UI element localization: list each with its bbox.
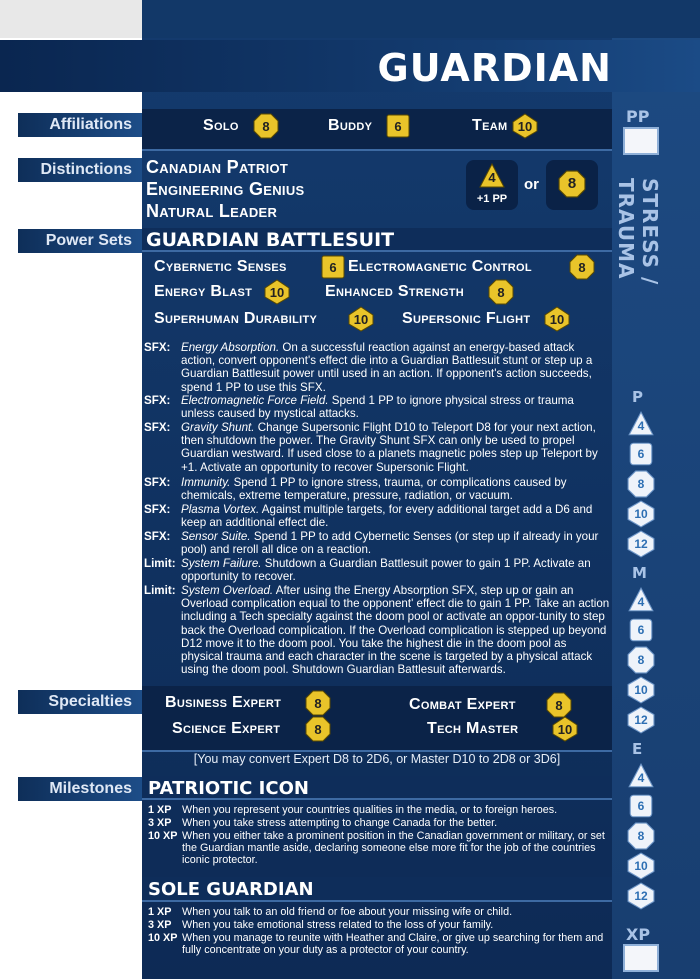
stress-d10-box[interactable]: 10 [627, 676, 655, 704]
specialty-combat-expert: Combat Expert [409, 696, 516, 713]
specialty-tech-master-die: 10 [552, 716, 578, 742]
milestone-line: 10 XP When you manage to reunite with Heather and Claire, or give up searching for them and fully concentrate on your duty as a protector of your country. [148, 932, 604, 957]
affiliation-team-die: 10 [512, 113, 538, 139]
alt-die-box [546, 160, 598, 210]
milestone-line: 1 XP When you talk to an old friend or foe about your missing wife or child. [148, 906, 513, 918]
stress-d4-box[interactable]: 4 [627, 410, 655, 438]
milestone-line: 3 XP When you take stress attempting to change Canada for the better. [148, 817, 498, 829]
stress-d8-box[interactable]: 8 [627, 822, 655, 850]
sfx-entry: SFX: Energy Absorption. On a successful reaction against an energy-based attack action, convert opponent's effect die into a Guardian Battlesuit stunt or step up a Guardian Battlesuit power until used in an action. If opponent's action succeeds, spend 1 PP to use this SFX. [144, 341, 593, 394]
stress-trauma-label: STRESS / TRAUMA [614, 178, 662, 286]
pp-heading: PP [626, 107, 650, 126]
sfx-entry: SFX: Electromagnetic Force Field. Spend 1 PP to ignore physical stress or trauma unless caused by mystical attacks. [144, 394, 574, 421]
power-electromagnetic-control-die: 8 [569, 254, 595, 280]
milestone-line: 1 XP When you represent your countries qualities in the media, or to foreign heroes. [148, 804, 558, 816]
pp-die-box [466, 160, 518, 210]
top-bar [0, 0, 700, 38]
milestone-line: 10 XP When you either take a prominent position in the Canadian government or military, or set the Guardian mantle aside, declaring someone else more fit for the job of the countries iconic protector. [148, 830, 605, 867]
power-superhuman-durability: Superhuman Durability [154, 310, 318, 327]
sfx-entry: Limit: System Failure. Shutdown a Guardian Battlesuit power to gain 1 PP. Activate an opportunity to recover. [144, 557, 591, 584]
xp-box[interactable] [623, 944, 659, 972]
power-cybernetic-senses: Cybernetic Senses [154, 258, 287, 275]
power-energy-blast-die: 10 [264, 279, 290, 305]
stress-d6-box[interactable]: 6 [627, 616, 655, 644]
sfx-entry: SFX: Immunity. Spend 1 PP to ignore stress, trauma, or complications caused by chemicals, extreme temperature, pressure, radiation, or vacuum. [144, 476, 567, 503]
affiliation-buddy-die: 6 [385, 113, 411, 139]
milestones-label: Milestones [0, 777, 142, 801]
affiliation-solo: Solo [203, 117, 239, 134]
power-cybernetic-senses-die: 6 [320, 254, 346, 280]
d8-die: 8 [558, 170, 586, 198]
sfx-entry: SFX: Sensor Suite. Spend 1 PP to add Cybernetic Senses (or step up if already in your pool) and reroll all dice on a reaction. [144, 530, 599, 557]
power-enhanced-strength: Enhanced Strength [325, 283, 465, 300]
specialties-label: Specialties [0, 690, 142, 714]
affiliations-label: Affiliations [0, 113, 142, 137]
stress-d8-box[interactable]: 8 [627, 646, 655, 674]
power-electromagnetic-control: Electromagnetic Control [348, 258, 532, 275]
specialty-science-expert-die: 8 [305, 716, 331, 742]
affiliation-team: Team [472, 117, 508, 134]
distinction-3: Natural Leader [146, 201, 278, 221]
specialty-business-expert: Business Expert [165, 694, 282, 711]
affiliation-buddy: Buddy [328, 117, 373, 134]
specialty-science-expert: Science Expert [172, 720, 281, 737]
pp-label: +1 PP [476, 193, 508, 205]
left-margin [0, 0, 142, 979]
stress-d10-box[interactable]: 10 [627, 852, 655, 880]
stress-d12-box[interactable]: 12 [627, 530, 655, 558]
specialty-business-expert-die: 8 [305, 690, 331, 716]
specialty-tech-master: Tech Master [427, 720, 519, 737]
power-set-title: GUARDIAN BATTLESUIT [146, 229, 395, 251]
power-supersonic-flight-die: 10 [544, 306, 570, 332]
distinctions-label: Distinctions [0, 158, 142, 182]
affiliation-solo-die: 8 [253, 113, 279, 139]
sfx-entry: Limit: System Overload. After using the Energy Absorption SFX, step up or gain an Overload complication equal to the opponent' effect die to gain 1 PP. Take an action including a Tech specialty against the doom pool or activate an oppor-tunity to step back the Overload complication. If the Overload complication is stepped up beyond D12 move it to the doom pool. You take the highest die in the doom pool as physical trauma and each character in the scene is targeted by a physical attack using the doom pool. Shutdown Guardian Battlesuit afterwards. [144, 584, 610, 677]
power-energy-blast: Energy Blast [154, 283, 253, 300]
stress-d4-box[interactable]: 4 [627, 762, 655, 790]
stress-d10-box[interactable]: 10 [627, 500, 655, 528]
power-enhanced-strength-die: 8 [488, 279, 514, 305]
stress-d12-box[interactable]: 12 [627, 882, 655, 910]
distinction-1: Canadian Patriot [146, 157, 289, 177]
track-m-label: M [632, 564, 647, 582]
track-p-label: P [632, 388, 643, 406]
stress-d12-box[interactable]: 12 [627, 706, 655, 734]
power-supersonic-flight: Supersonic Flight [402, 310, 531, 327]
stress-d8-box[interactable]: 8 [627, 470, 655, 498]
page-title: GUARDIAN [377, 46, 612, 90]
power-superhuman-durability-die: 10 [348, 306, 374, 332]
sfx-entry: SFX: Gravity Shunt. Change Supersonic Flight D10 to Teleport D8 for your next action, then shutdown the power. The Gravity Shunt SFX can only be used to propel Guardian westward. If used close to a planets magnetic poles step up Teleport by +1. Activate an opportunity to recover Supersonic Flight. [144, 421, 598, 474]
track-e-label: E [632, 740, 643, 758]
milestone-1-title: PATRIOTIC ICON [148, 778, 309, 799]
milestone-2-title: SOLE GUARDIAN [148, 879, 314, 900]
conversion-note: [You may convert Expert D8 to 2D6, or Master D10 to 2D8 or 3D6] [193, 752, 561, 766]
or-label: or [524, 176, 539, 193]
pp-box[interactable] [623, 127, 659, 155]
stress-d6-box[interactable]: 6 [627, 792, 655, 820]
xp-heading: XP [626, 925, 651, 944]
power-sets-label: Power Sets [0, 229, 142, 253]
stress-d4-box[interactable]: 4 [627, 586, 655, 614]
stress-d6-box[interactable]: 6 [627, 440, 655, 468]
specialty-combat-expert-die: 8 [546, 692, 572, 718]
d4-die: 4 [479, 163, 505, 189]
distinction-2: Engineering Genius [146, 179, 305, 199]
sfx-entry: SFX: Plasma Vortex. Against multiple targets, for every additional target add a D6 and keep an additional effect die. [144, 503, 593, 530]
milestone-line: 3 XP When you take emotional stress related to the loss of your family. [148, 919, 494, 931]
